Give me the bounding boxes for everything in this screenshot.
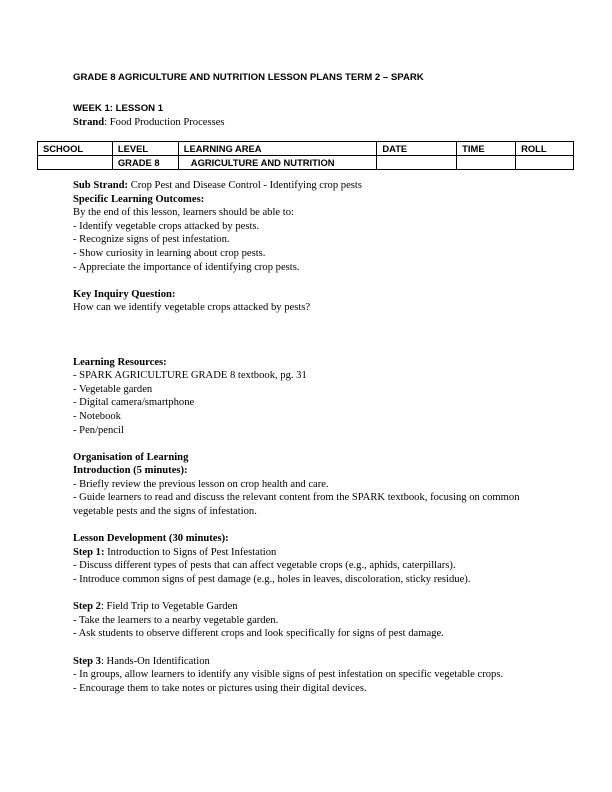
list-item: - Discuss different types of pests that can affect vegetable crops (e.g., aphids, caterpillars). xyxy=(73,560,456,572)
page-title: GRADE 8 AGRICULTURE AND NUTRITION LESSON PLANS TERM 2 – SPARK xyxy=(73,72,424,83)
table-row xyxy=(38,156,574,170)
list-item: - Introduce common signs of pest damage (e.g., holes in leaves, discoloration, sticky residue). xyxy=(73,574,471,586)
resources-heading: Learning Resources: xyxy=(73,356,167,368)
step-1-line xyxy=(73,546,543,560)
list-item: - Briefly review the previous lesson on crop health and care. xyxy=(73,478,329,490)
inquiry-question: How can we identify vegetable crops attacked by pests? xyxy=(73,302,311,314)
organisation-heading: Organisation of Learning xyxy=(73,451,189,463)
list-item: - In groups, allow learners to identify any visible signs of pest infestation on specific vegetable crops. xyxy=(73,669,504,681)
development-heading: Lesson Development (30 minutes): xyxy=(73,533,229,545)
table-cell: GRADE 8 xyxy=(112,156,178,170)
table-header-cell: ROLL xyxy=(516,142,574,156)
table-header-cell: DATE xyxy=(377,142,457,156)
list-item: - Take the learners to a nearby vegetable garden. xyxy=(73,614,279,626)
table-cell: AGRICULTURE AND NUTRITION xyxy=(178,156,377,170)
step-label: Step 1: xyxy=(73,546,105,558)
strand-value: : Food Production Processes xyxy=(104,117,225,128)
table-cell xyxy=(457,156,516,170)
list-item: - Notebook xyxy=(73,410,121,422)
list-item: - Show curiosity in learning about crop pests. xyxy=(73,247,266,259)
list-item: - SPARK AGRICULTURE GRADE 8 textbook, pg. 31 xyxy=(73,370,307,382)
table-cell xyxy=(38,156,113,170)
table-cell xyxy=(516,156,574,170)
list-item: - Encourage them to take notes or pictures using their digital devices. xyxy=(73,682,367,694)
list-item: - Appreciate the importance of identifying crop pests. xyxy=(73,261,300,273)
list-item: - Ask students to observe different crops and look specifically for signs of pest damage. xyxy=(73,628,444,640)
sub-strand-value: Crop Pest and Disease Control - Identifying crop pests xyxy=(128,180,362,191)
table-header-cell: LEVEL xyxy=(112,142,178,156)
list-item: - Guide learners to read and discuss the relevant content from the SPARK textbook, focusing on common vegetable pests and the signs of infestation. xyxy=(73,492,520,518)
table-cell xyxy=(377,156,457,170)
inquiry-heading: Key Inquiry Question: xyxy=(73,288,176,300)
list-item: - Recognize signs of pest infestation. xyxy=(73,234,230,246)
step-label: Step 2 xyxy=(73,601,101,613)
lesson-content xyxy=(73,179,543,695)
step-title: : Field Trip to Vegetable Garden xyxy=(100,601,238,613)
table-header-row xyxy=(38,142,574,156)
step-2-line xyxy=(73,600,543,614)
introduction-heading: Introduction (5 minutes): xyxy=(73,465,188,477)
list-item: - Digital camera/smartphone xyxy=(73,397,195,409)
outcomes-intro: By the end of this lesson, learners should be able to: xyxy=(73,207,294,219)
sub-strand-line xyxy=(73,179,543,193)
sub-strand-label: Sub Strand: xyxy=(73,180,129,191)
strand-label: Strand xyxy=(73,117,105,128)
table-header-cell: SCHOOL xyxy=(38,142,113,156)
step-label: Step 3 xyxy=(73,655,101,667)
list-item: - Identify vegetable crops attacked by pests. xyxy=(73,220,260,232)
table-header-cell: TIME xyxy=(457,142,516,156)
step-title: Introduction to Signs of Pest Infestation xyxy=(104,546,277,558)
strand-line xyxy=(73,117,225,128)
lesson-info-table xyxy=(37,141,574,170)
step-3-line xyxy=(73,655,543,669)
list-item: - Pen/pencil xyxy=(73,424,124,436)
step-title: : Hands-On Identification xyxy=(100,655,210,667)
week-lesson-label: WEEK 1: LESSON 1 xyxy=(73,103,164,114)
table-header-cell: LEARNING AREA xyxy=(178,142,377,156)
list-item: - Vegetable garden xyxy=(73,383,153,395)
outcomes-heading: Specific Learning Outcomes: xyxy=(73,193,205,205)
